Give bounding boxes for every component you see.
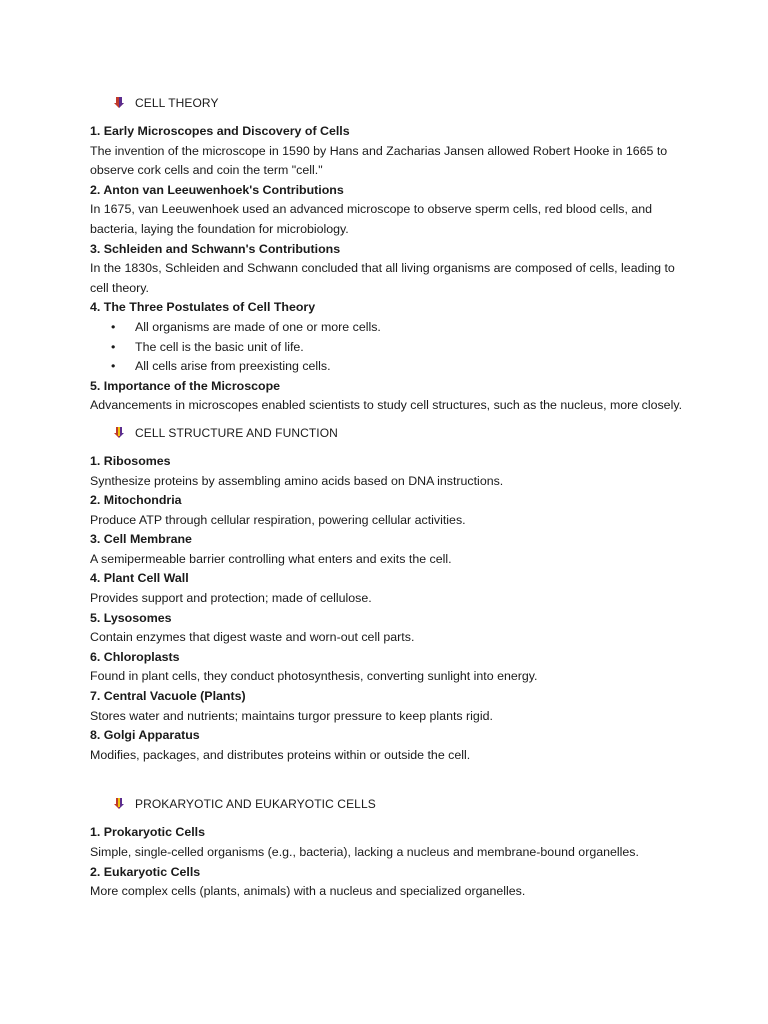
item-title: 7. Central Vacuole (Plants) — [90, 689, 246, 704]
bullet-glyph: • — [111, 319, 116, 334]
item-text: Produce ATP through cellular respiration, powering cellular activities. — [90, 512, 466, 527]
item-text: Found in plant cells, they conduct photosynthesis, converting sunlight into energy. — [90, 669, 538, 684]
item-text: In 1675, van Leeuwenhoek used an advanced microscope to observe sperm cells, red blood cells, and bacteria, laying the foundation for microbiology. — [90, 202, 653, 236]
section-heading-text: CELL THEORY — [135, 96, 219, 110]
down-arrow-icon — [113, 427, 125, 439]
item-title: 3. Schleiden and Schwann's Contributions — [90, 241, 341, 256]
item-text: Stores water and nutrients; maintains turgor pressure to keep plants rigid. — [90, 708, 493, 723]
bullet-glyph: • — [111, 339, 116, 354]
item-text: Simple, single-celled organisms (e.g., bacteria), lacking a nucleus and membrane-bound organelles. — [90, 845, 639, 859]
list-item — [90, 318, 690, 338]
bullet-glyph: • — [111, 359, 116, 374]
section-heading — [113, 423, 690, 443]
down-arrow-icon — [113, 798, 125, 810]
item-text: Modifies, packages, and distributes proteins within or outside the cell. — [90, 747, 471, 762]
item-title: 1. Ribosomes — [90, 453, 171, 468]
item-title: 1. Prokaryotic Cells — [90, 825, 206, 840]
list-item — [90, 338, 690, 358]
down-arrow-icon — [113, 97, 125, 109]
section-heading — [113, 794, 690, 814]
item-text: The invention of the microscope in 1590 by Hans and Zacharias Jansen allowed Robert Hooke in 1665 to observe cork cells and coin the term "cell." — [90, 143, 668, 178]
item-title: 1. Early Microscopes and Discovery of Cells — [90, 124, 350, 138]
postulates-list — [90, 318, 690, 377]
item-title: 5. Lysosomes — [90, 610, 172, 625]
item-title: 6. Chloroplasts — [90, 649, 180, 664]
section-heading-text: CELL STRUCTURE AND FUNCTION — [135, 425, 338, 440]
item-text: In the 1830s, Schleiden and Schwann concluded that all living organisms are composed of cells, leading to cell theory. — [90, 261, 675, 295]
item-text: Advancements in microscopes enabled scientists to study cell structures, such as the nucleus, more closely. — [90, 398, 683, 413]
item-text: More complex cells (plants, animals) with a nucleus and specialized organelles. — [90, 884, 526, 899]
item-text: Synthesize proteins by assembling amino acids based on DNA instructions. — [90, 473, 504, 488]
item-title: 4. The Three Postulates of Cell Theory — [90, 300, 316, 315]
item-text: Provides support and protection; made of cellulose. — [90, 591, 372, 606]
list-item-text: All cells arise from preexisting cells. — [135, 359, 331, 374]
item-title: 4. Plant Cell Wall — [90, 571, 189, 586]
item-title: 2. Eukaryotic Cells — [90, 864, 201, 879]
item-text: Contain enzymes that digest waste and worn-out cell parts. — [90, 630, 415, 645]
list-item-text: All organisms are made of one or more cells. — [135, 319, 381, 334]
item-title: 2. Anton van Leeuwenhoek's Contributions — [90, 182, 344, 197]
list-item-text: The cell is the basic unit of life. — [135, 339, 304, 354]
item-title: 3. Cell Membrane — [90, 532, 192, 547]
section-heading-text: PROKARYOTIC AND EUKARYOTIC CELLS — [135, 797, 376, 812]
item-text: A semipermeable barrier controlling what enters and exits the cell. — [90, 551, 452, 566]
item-title: 8. Golgi Apparatus — [90, 728, 200, 743]
list-item — [90, 357, 690, 377]
document-page — [90, 93, 690, 902]
item-title: 2. Mitochondria — [90, 493, 182, 508]
item-title: 5. Importance of the Microscope — [90, 378, 281, 393]
section-heading — [113, 93, 690, 113]
